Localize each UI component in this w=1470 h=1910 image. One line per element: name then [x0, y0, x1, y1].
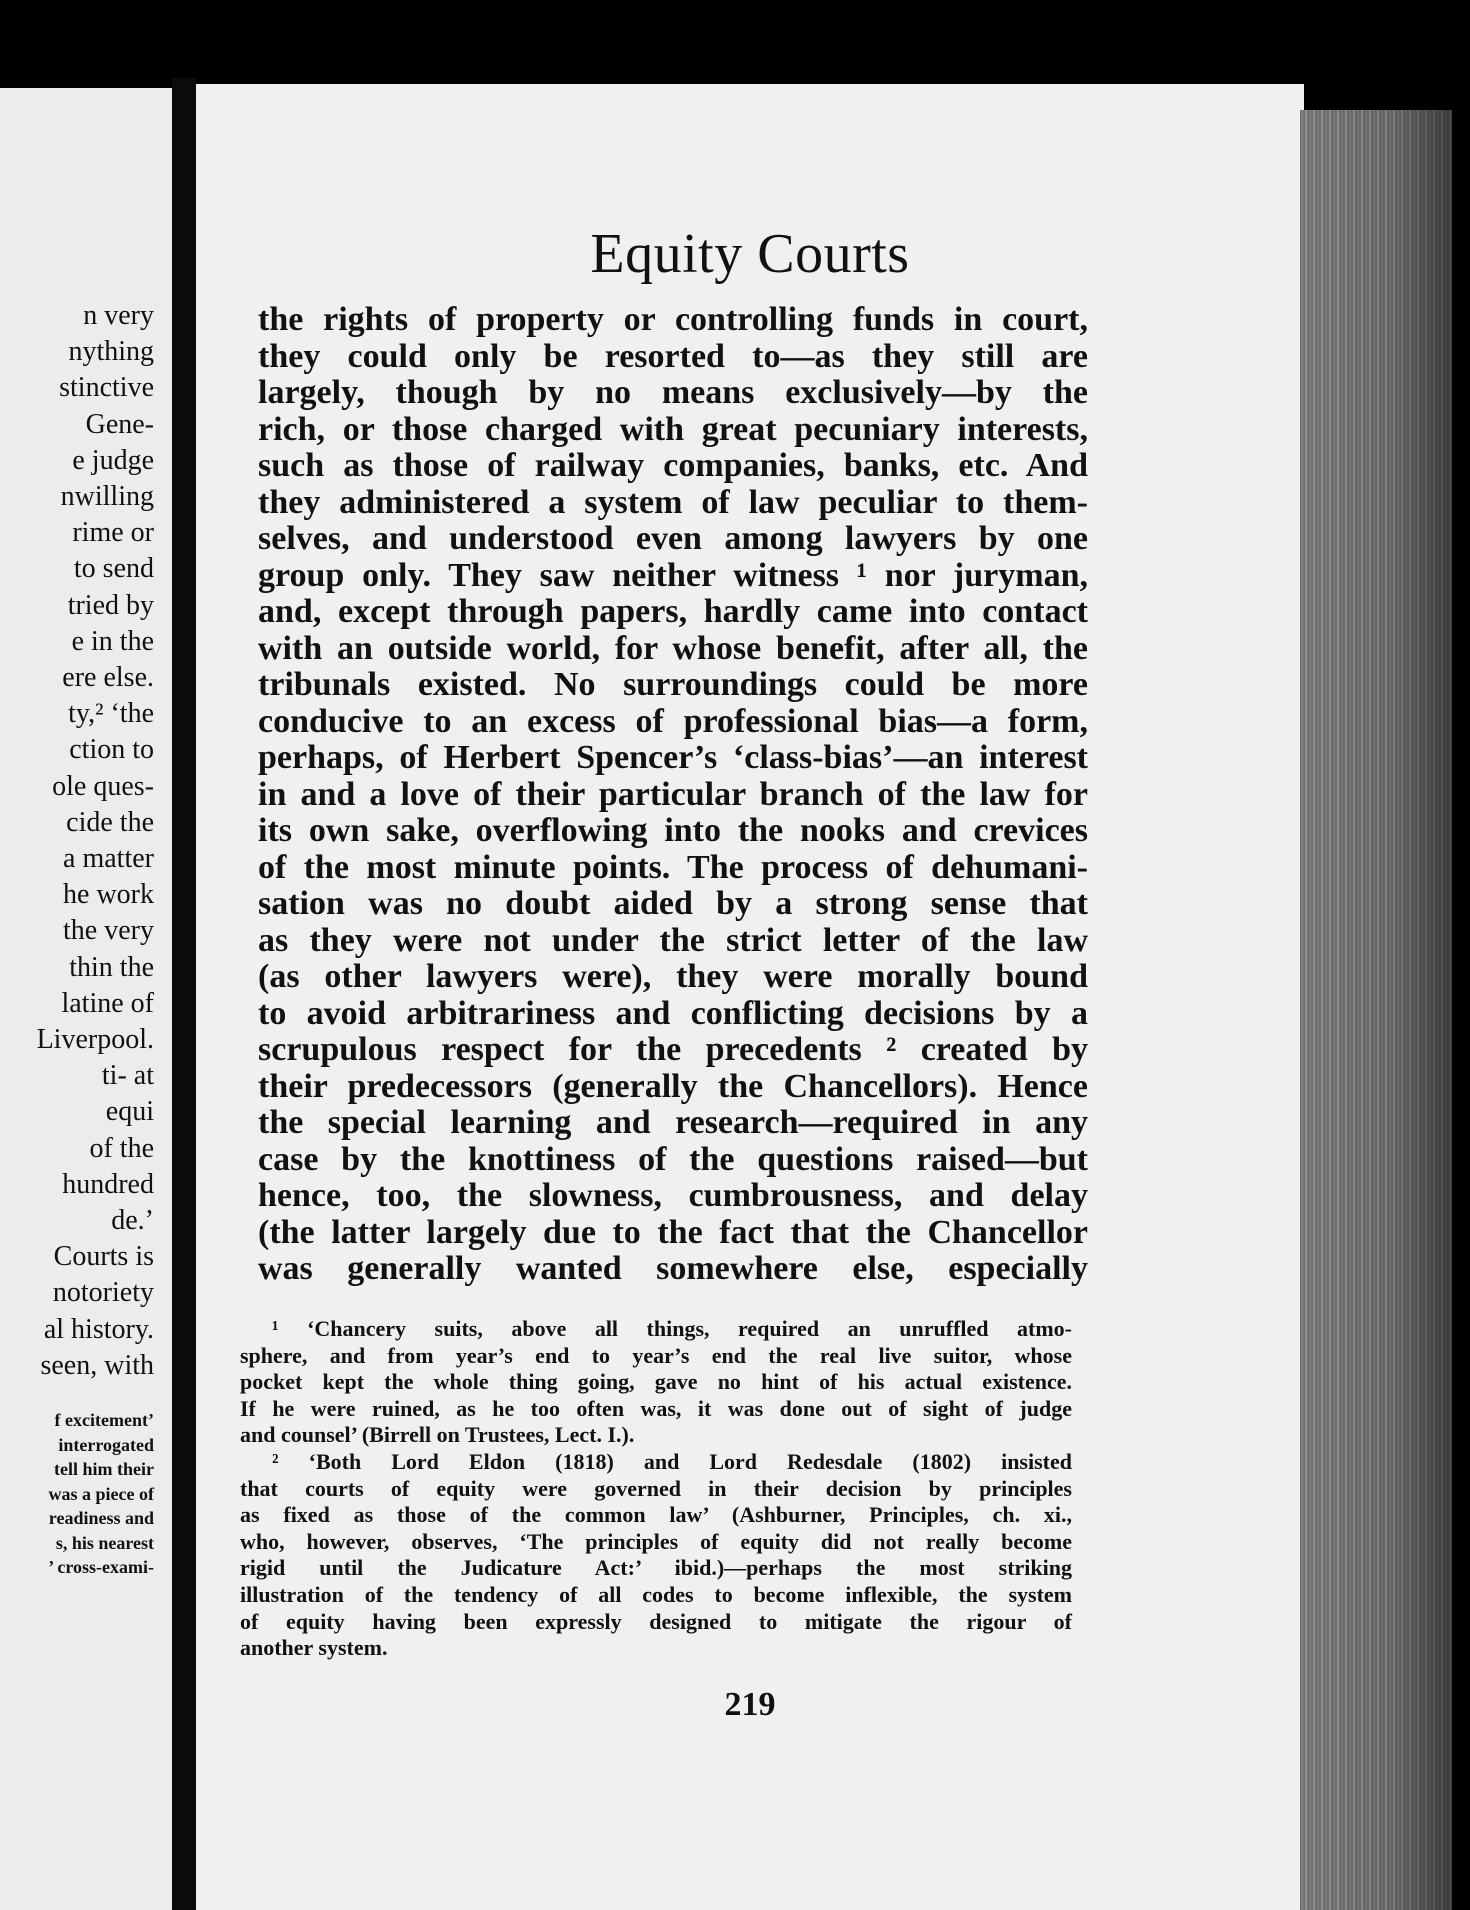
body-line: they could only be resorted to—as they still are: [258, 337, 1088, 375]
footnote-line: If he were ruined, as he too often was, it was done out of sight of judge: [240, 1395, 1072, 1421]
body-line: case by the knottiness of the questions raised—but: [258, 1140, 1088, 1178]
facing-page-line: seen, with: [40, 1349, 154, 1381]
footnote-line: pocket kept the whole thing going, gave no hint of his actual existence.: [240, 1369, 1072, 1395]
body-line: their predecessors (generally the Chancellors). Hence: [258, 1067, 1088, 1105]
facing-page-line: rime or: [72, 517, 154, 549]
body-line: as they were not under the strict letter of the law: [258, 921, 1088, 959]
facing-page-line: latine of: [61, 987, 154, 1019]
body-line: selves, and understood even among lawyers by one: [258, 520, 1088, 557]
footnote-line: and counsel’ (Birrell on Trustees, Lect. I.).: [240, 1422, 635, 1448]
facing-page-line: to send: [73, 553, 154, 585]
facing-page-line: of the: [89, 1132, 154, 1164]
body-line: in and a love of their particular branch of the law for: [258, 775, 1088, 813]
facing-page-footnote-line: interrogated: [58, 1434, 154, 1455]
body-line: was generally wanted somewhere else, especially: [258, 1250, 1088, 1287]
facing-page-line: ty,² ‘the: [68, 698, 154, 730]
facing-page-footnote-line: tell him their: [54, 1459, 154, 1479]
facing-page-line: stinctive: [59, 372, 154, 404]
facing-page-fragment: [0, 88, 172, 1910]
facing-page-line: al history.: [43, 1313, 154, 1345]
body-line: to avoid arbitrariness and conflicting decisions by a: [258, 994, 1088, 1032]
facing-page-line: he work: [63, 879, 154, 911]
facing-page-footnote-line: ’ cross-exami-: [48, 1557, 154, 1577]
footnote-line: as fixed as those of the common law’ (Ashburner, Principles, ch. xi.,: [240, 1502, 1072, 1528]
footnote-line: rigid until the Judicature Act:’ ibid.)—perhaps the most striking: [240, 1555, 1072, 1581]
body-line: the rights of property or controlling funds in court,: [258, 301, 1088, 338]
footnote-line: illustration of the tendency of all codes to become inflexible, the system: [240, 1582, 1072, 1607]
body-line: of the most minute points. The process of dehumani-: [258, 848, 1088, 886]
body-line: sation was no doubt aided by a strong sense that: [258, 885, 1088, 922]
facing-page-line: nwilling: [60, 481, 154, 512]
page-number: 219: [724, 1686, 776, 1723]
body-line: group only. They saw neither witness ¹ nor juryman,: [258, 556, 1088, 594]
facing-page-footnote-line: f excitement’: [54, 1410, 154, 1430]
body-line: its own sake, overflowing into the nooks and crevices: [258, 812, 1088, 849]
body-line: conducive to an excess of professional bias—a form,: [258, 702, 1088, 740]
body-line: and, except through papers, hardly came into contact: [258, 593, 1088, 630]
facing-page-line: equi: [105, 1096, 154, 1128]
facing-page-line: thin the: [69, 951, 154, 983]
facing-page-line: nything: [68, 336, 154, 368]
footnote-line: another system.: [240, 1635, 388, 1661]
facing-page-line: ole ques-: [52, 770, 154, 802]
facing-page-line: e in the: [71, 625, 154, 657]
footnote-line: ¹ ‘Chancery suits, above all things, required an unruffled atmo-: [272, 1316, 1072, 1341]
facing-page-line: ction to: [69, 734, 154, 766]
body-line: rich, or those charged with great pecuniary interests,: [258, 410, 1088, 448]
facing-page-line: n very: [83, 300, 154, 331]
body-line: hence, too, the slowness, cumbrousness, and delay: [258, 1177, 1088, 1214]
facing-page-line: ti- at: [101, 1060, 154, 1092]
body-line: they administered a system of law peculiar to them-: [258, 483, 1088, 521]
facing-page-footnote-line: was a piece of: [48, 1483, 154, 1504]
body-line: largely, though by no means exclusively—by the: [258, 374, 1088, 411]
footnote-line: who, however, observes, ‘The principles of equity did not really become: [240, 1528, 1072, 1554]
body-line: with an outside world, for whose benefit, after all, the: [258, 629, 1088, 667]
facing-page-line: tried by: [67, 589, 154, 621]
page-edges: [1300, 110, 1452, 1910]
footnote-line: of equity having been expressly designed to mitigate the rigour of: [240, 1608, 1072, 1634]
facing-page-footnote-line: s, his nearest: [55, 1532, 154, 1553]
body-line: (the latter largely due to the fact that the Chancellor: [258, 1213, 1088, 1251]
footnote-line: sphere, and from year’s end to year’s end the real live suitor, whose: [240, 1342, 1072, 1368]
book-gutter: [172, 78, 196, 1910]
body-line: tribunals existed. No surroundings could be more: [258, 666, 1088, 703]
body-line: such as those of railway companies, banks, etc. And: [258, 447, 1088, 484]
body-line: scrupulous respect for the precedents ² created by: [258, 1031, 1088, 1068]
facing-page-line: hundred: [62, 1168, 154, 1200]
facing-page-line: the very: [63, 915, 154, 947]
facing-page-line: notoriety: [52, 1277, 154, 1309]
facing-page-line: ere else.: [62, 662, 154, 693]
body-line: perhaps, of Herbert Spencer’s ‘class-bias’—an interest: [258, 739, 1088, 776]
facing-page-line: e judge: [72, 444, 154, 476]
footnote-line: ² ‘Both Lord Eldon (1818) and Lord Redesdale (1802) insisted: [272, 1449, 1072, 1474]
facing-page-line: cide the: [66, 806, 154, 838]
facing-page-line: Liverpool.: [36, 1024, 154, 1055]
footnote-line: that courts of equity were governed in their decision by principles: [240, 1475, 1072, 1501]
facing-page-line: Gene-: [85, 408, 154, 440]
body-line: (as other lawyers were), they were morally bound: [258, 958, 1088, 995]
facing-page-line: a matter: [63, 843, 154, 874]
running-head: Equity Courts: [590, 223, 910, 285]
facing-page-line: de.’: [111, 1205, 154, 1236]
facing-page-footnote-line: readiness and: [48, 1508, 154, 1528]
body-line: the special learning and research—required in any: [258, 1104, 1088, 1141]
facing-page-line: Courts is: [53, 1241, 154, 1273]
